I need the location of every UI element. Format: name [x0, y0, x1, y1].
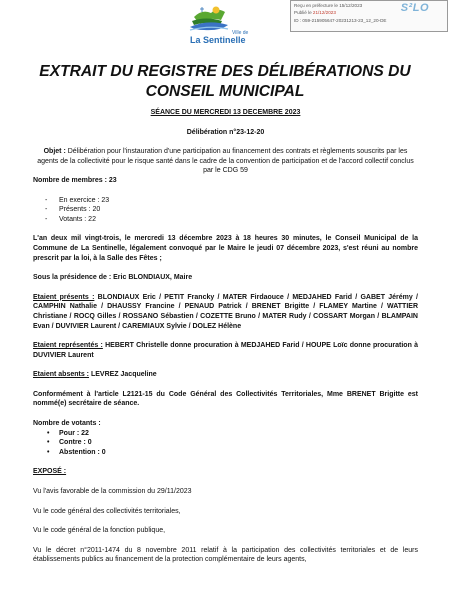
prefecture-stamp [290, 0, 448, 32]
membres-list [33, 196, 418, 225]
absents-label: Etaient absents : [33, 371, 90, 379]
stamp-published-label: Publié le [294, 10, 312, 16]
vu-fonction-publique: Vu le code général de la fonction publique, [33, 527, 166, 535]
objet-text: Délibération pour l'instauration d'une participation au financement des contrats et règlements souscrits par les agents de la collectivité pour le risque santé dans le cadre de la convention de participation et de l'accord collectif conclus par le CDG 59 [37, 148, 414, 175]
vu-cgct: Vu le code général des collectivités territoriales, [33, 507, 181, 515]
votants-count: Nombre de votants : [33, 420, 101, 428]
stamp-brand-logo: S²LO [400, 2, 429, 14]
vu-decret: Vu le décret n°2011-1474 du 8 novembre 2011 relatif à la participation des collectivités territoriales et de leurs établissements publics au financement de la protection complémentaire de leurs agents, [33, 546, 418, 564]
logo-line2: La Sentinelle [190, 35, 246, 45]
town-logo-graphic [180, 3, 265, 47]
presents-paragraph [33, 293, 418, 331]
representes-text: HEBERT Christelle donne procuration à MEDJAHED Farid / HOUPE Loïc donne procuration à DUVIVIER Laurent [33, 342, 419, 359]
representes-paragraph [33, 341, 418, 360]
presidence: Sous la présidence de : Eric BLONDIAUX, Maire [33, 274, 193, 282]
membres-count: Nombre de membres : 23 [33, 176, 117, 184]
stamp-published [294, 9, 394, 16]
town-logo [180, 3, 265, 47]
logo-line1: Ville de [232, 30, 249, 36]
stamp-id: ID : 059-215905647-20231213-23_12_20-DE [294, 17, 387, 23]
expose-heading: EXPOSÉ : [33, 468, 67, 476]
stamp-published-date: 21/12/2023 [312, 10, 336, 16]
stamp-received: Reçu en préfecture le 15/12/2023 [294, 3, 363, 8]
seance-date: SÉANCE DU MERCREDI 13 DECEMBRE 2023 [150, 109, 301, 116]
objet-paragraph [33, 147, 418, 176]
vu-avis: Vu l'avis favorable de la commission du 29/11/2023 [33, 488, 192, 496]
list-item: • Contre : 0 [47, 438, 418, 448]
list-item: - Votants : 22 [45, 215, 418, 225]
votants-list [33, 429, 418, 458]
presents-label: Etaient présents : [33, 293, 95, 301]
list-item: - En exercice : 23 [45, 196, 418, 206]
intro-paragraph: L'an deux mil vingt-trois, le mercredi 13 décembre 2023 à 18 heures 30 minutes, le Conseil Municipal de la Commune de La Sentinelle, légalement convoqué par le Maire le jeudi 07 décembre 2023, s'est réuni au nombre prescrit par la loi, à la Salle des Fêtes ; [33, 235, 418, 262]
absents-text: LEVREZ Jacqueline [89, 371, 157, 379]
document-title: EXTRAIT DU REGISTRE DES DÉLIBÉRATIONS DU CONSEIL MUNICIPAL [39, 63, 411, 100]
list-item: - Présents : 20 [45, 205, 418, 215]
objet-label: Objet : [43, 148, 66, 156]
presents-text: BLONDIAUX Eric / PETIT Francky / MATER Firdaouce / MEDJAHED Farid / GABET Jérémy / CAMPHIN Nathalie / DHAUSSY Francine / PENAUD Patrick / BRENET Brigitte / FLAMEY Martine / WATTIER Christiane / ROCQ Gilles / ROSSANO Sébastien / COZETTE Bruno / MATER Rudy / COSSART Morgan / BLAMPAIN Evan / DUVIVIER Laurent / CAREMIAUX Sylvie / DOLEZ Hélène [33, 293, 418, 330]
list-item: • Abstention : 0 [47, 448, 418, 458]
representes-label: Etaient représentés : [33, 342, 103, 350]
list-item: • Pour : 22 [47, 429, 418, 439]
document-body [33, 108, 418, 565]
secretaire-paragraph: Conformément à l'article L2121-15 du Code Général des Collectivités Territoriales, Mme BRENET Brigitte est nommé(e) secrétaire de séance. [33, 390, 418, 408]
deliberation-number: Délibération n°23-12-20 [186, 128, 265, 136]
absents-paragraph [33, 370, 418, 380]
